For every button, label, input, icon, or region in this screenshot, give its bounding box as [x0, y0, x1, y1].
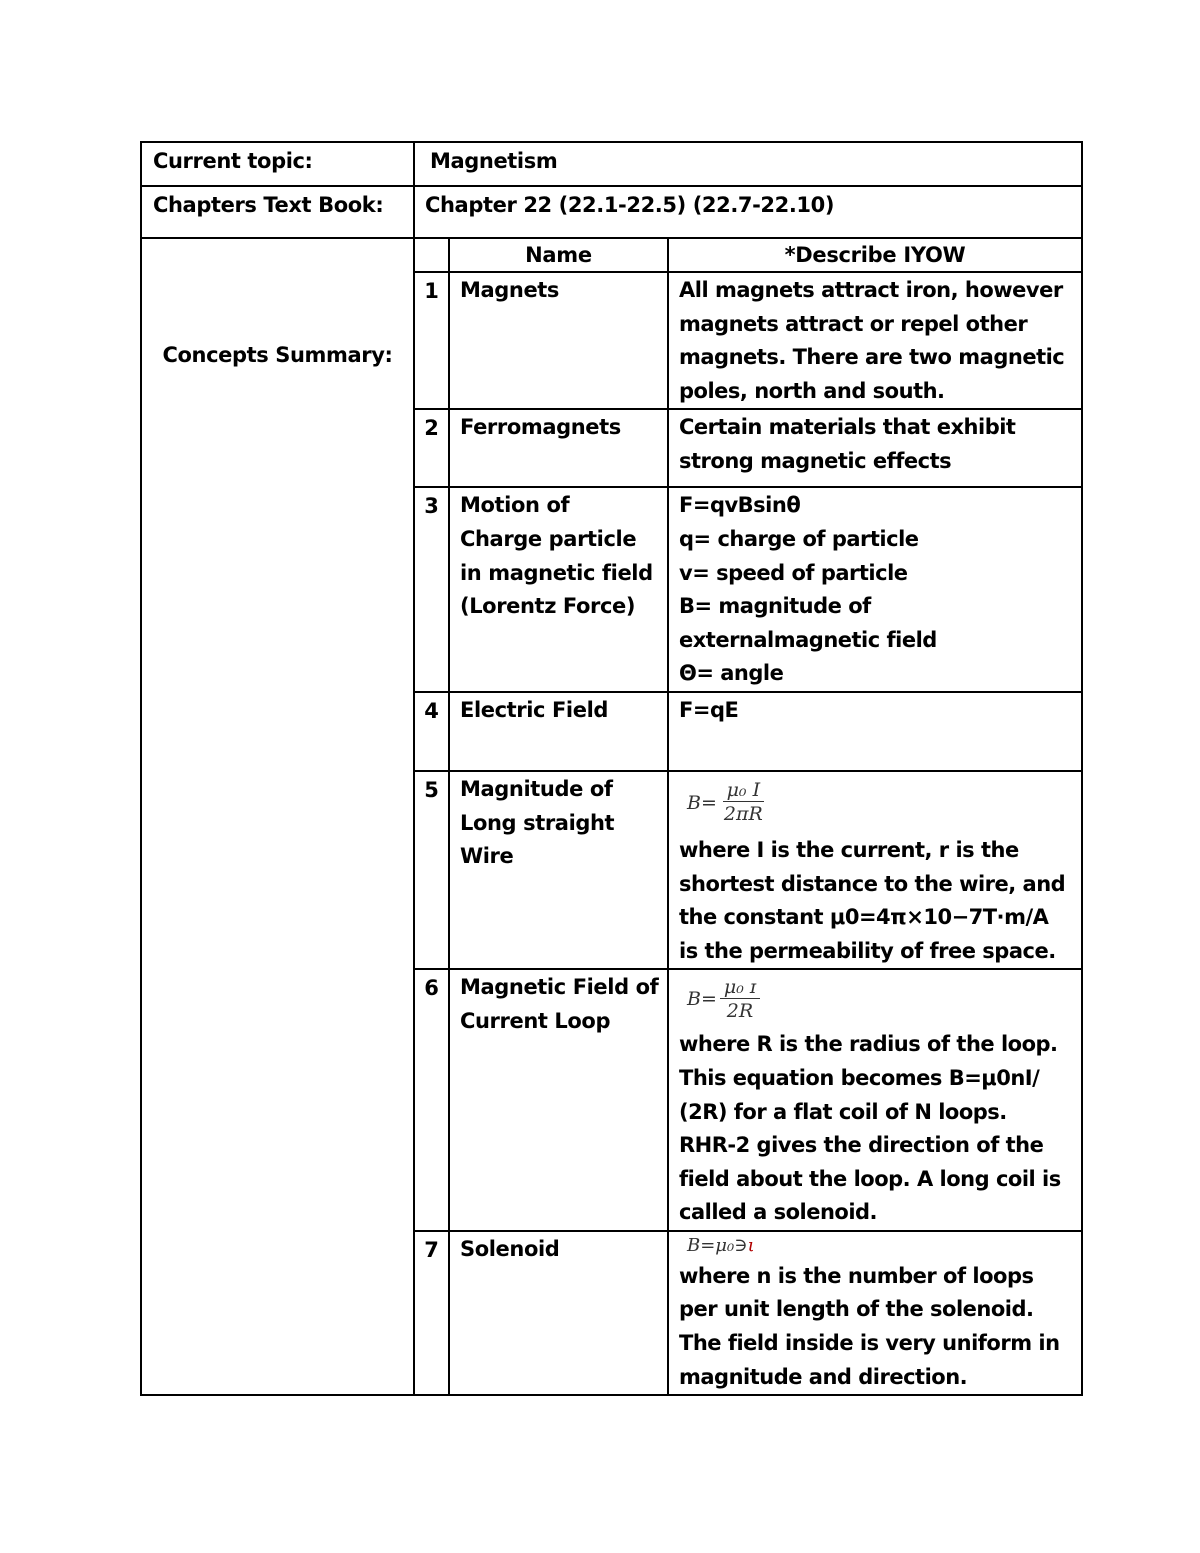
- describe-column-header: *Describe IYOW: [668, 239, 1081, 272]
- topic-label: Current topic:: [153, 149, 313, 173]
- table-row: [415, 969, 1081, 1231]
- concept-name: Magnets: [460, 278, 560, 302]
- chapters-label: Chapters Text Book:: [153, 193, 384, 217]
- concept-description: where I is the current, r is the shortest distance to the wire, and the constant μ0=4π×10−7T⋅m/A is the permeability of free space.: [679, 837, 1066, 963]
- concepts-header-row: [415, 239, 1081, 272]
- row-number: 5: [424, 777, 439, 802]
- concept-description: All magnets attract iron, however magnets attract or repel other magnets. There are two magnetic poles, north and south.: [679, 278, 1065, 403]
- concept-description: F=qE: [679, 697, 739, 722]
- row-number: 4: [424, 698, 439, 723]
- concept-description: where n is the number of loops per unit length of the solenoid. The field inside is very uniform in magnitude and direction.: [679, 1263, 1060, 1389]
- loop-field-formula: B= $\frac{\text{μ₀ ɪ}}{2R}$: [669, 970, 1081, 1028]
- number-column-header: [415, 239, 449, 272]
- table-row: [415, 771, 1081, 969]
- concepts-label: Concepts Summary:: [162, 343, 393, 367]
- table-row: [415, 692, 1081, 771]
- concept-name: Solenoid: [460, 1236, 560, 1261]
- row-number: 7: [424, 1237, 439, 1262]
- chapters-value: Chapter 22 (22.1-22.5) (22.7-22.10): [425, 193, 835, 217]
- name-column-header: Name: [449, 239, 668, 272]
- wire-field-formula: B= $\frac{\text{μ₀ I}}{2\pi R}$: [687, 779, 763, 826]
- concepts-table: [415, 239, 1081, 1394]
- concept-name: Electric Field: [460, 697, 609, 722]
- concept-name: Motion of Charge particle in magnetic field (Lorentz Force): [460, 493, 653, 619]
- table-row: [415, 409, 1081, 487]
- concept-description: Certain materials that exhibit strong magnetic effects: [679, 415, 1016, 473]
- concept-name: Magnitude of Long straight Wire: [460, 776, 615, 869]
- summary-table: [140, 141, 1083, 1396]
- concept-description: where R is the radius of the loop. This equation becomes B=μ0nI/ (2R) for a flat coil of N loops. RHR-2 gives the direction of the field about the loop. A long coil is called a solenoid.: [679, 1032, 1061, 1225]
- topic-value-cell: [414, 142, 1082, 186]
- table-row: [415, 487, 1081, 692]
- table-row: [415, 272, 1081, 409]
- solenoid-formula: B=μ₀∋ ι: [687, 1235, 755, 1257]
- concepts-label-cell: [141, 238, 414, 1395]
- row-number: 2: [424, 416, 439, 441]
- concept-name: Magnetic Field of Current Loop: [460, 975, 659, 1033]
- row-number: 6: [424, 976, 439, 1001]
- chapters-value-cell: [414, 186, 1082, 238]
- concept-name: Ferromagnets: [460, 415, 621, 440]
- topic-value: Magnetism: [430, 149, 558, 173]
- concept-description: F=qvBsinθ q= charge of particle v= speed of particle B= magnitude of externalmagnetic field Θ= angle: [679, 493, 937, 686]
- row-number: 1: [424, 279, 439, 303]
- concepts-content-cell: [414, 238, 1082, 1395]
- chapters-label-cell: [141, 186, 414, 238]
- table-row: [415, 1231, 1081, 1394]
- topic-label-cell: [141, 142, 414, 186]
- row-number: 3: [424, 494, 439, 519]
